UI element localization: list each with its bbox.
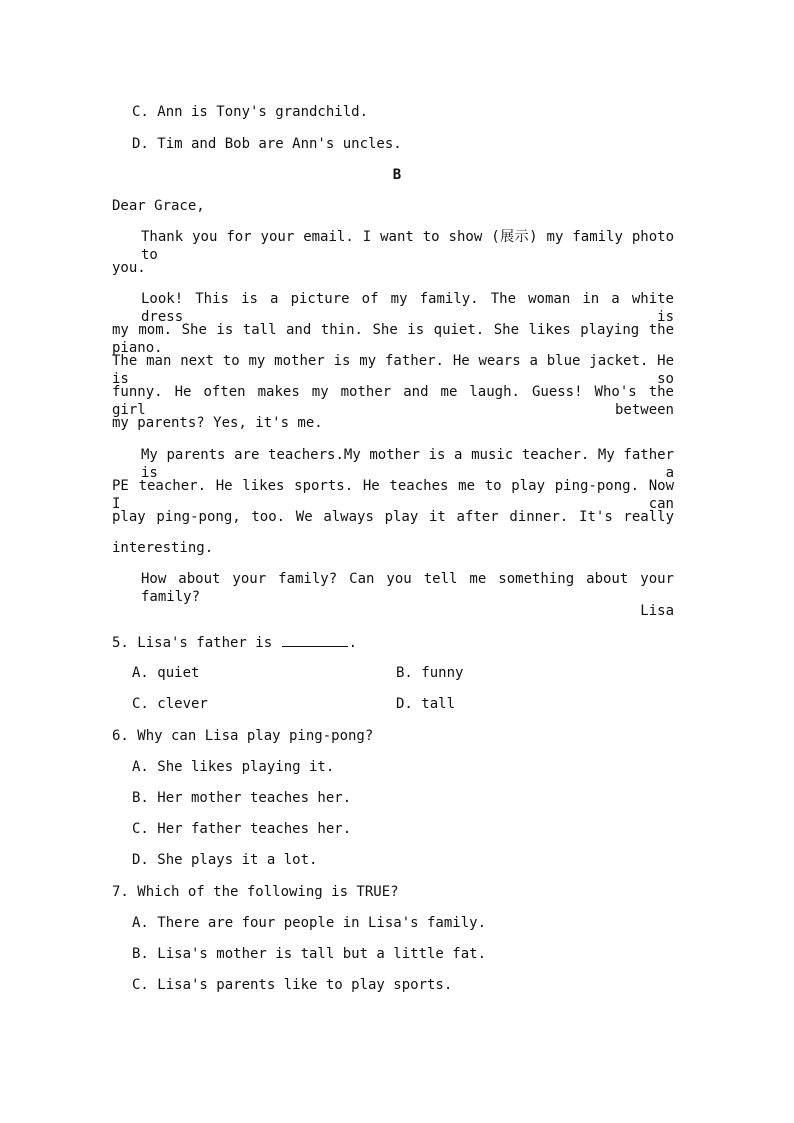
question-6-option-a: A. She likes playing it. bbox=[132, 759, 335, 775]
question-6-option-c: C. Her father teaches her. bbox=[132, 821, 352, 837]
question-7-stem: 7. Which of the following is TRUE? bbox=[112, 884, 399, 900]
letter-p2-line3: The man next to my mother is my father. He wears a blue jacket. He is so bbox=[112, 353, 674, 387]
answer-blank bbox=[282, 633, 348, 647]
question-5-option-b: B. funny bbox=[396, 665, 464, 681]
letter-p2-line1: Look! This is a picture of my family. The woman in a white dress is bbox=[141, 291, 674, 325]
question-6-stem: 6. Why can Lisa play ping-pong? bbox=[112, 728, 374, 744]
letter-signature: Lisa bbox=[640, 603, 674, 619]
question-5-stem bbox=[112, 633, 357, 652]
question-7-option-c: C. Lisa's parents like to play sports. bbox=[132, 977, 453, 993]
letter-p3-line2: PE teacher. He likes sports. He teaches me to play ping-pong. Now I can bbox=[112, 478, 674, 512]
question-7-option-b: B. Lisa's mother is tall but a little fat. bbox=[132, 946, 487, 962]
letter-p2-line2: my mom. She is tall and thin. She is quiet. She likes playing the piano. bbox=[112, 322, 674, 356]
prev-option-d: D. Tim and Bob are Ann's uncles. bbox=[132, 136, 402, 152]
question-7-option-a: A. There are four people in Lisa's family. bbox=[132, 915, 487, 931]
question-5-option-a: A. quiet bbox=[132, 665, 200, 681]
question-5-option-d: D. tall bbox=[396, 696, 456, 712]
letter-greeting: Dear Grace, bbox=[112, 198, 205, 214]
question-6-option-b: B. Her mother teaches her. bbox=[132, 790, 352, 806]
section-title: B bbox=[392, 167, 402, 183]
letter-p1-line2: you. bbox=[112, 260, 146, 276]
letter-p3-line4: interesting. bbox=[112, 540, 214, 556]
prev-option-c: C. Ann is Tony's grandchild. bbox=[132, 104, 369, 120]
letter-p4-line1: How about your family? Can you tell me something about your family? bbox=[141, 571, 674, 605]
question-6-option-d: D. She plays it a lot. bbox=[132, 852, 318, 868]
question-5-stem-end: . bbox=[348, 635, 358, 651]
question-5-option-c: C. clever bbox=[132, 696, 208, 712]
question-5-stem-text: 5. Lisa's father is bbox=[112, 635, 273, 651]
letter-p3-line1: My parents are teachers.My mother is a music teacher. My father is a bbox=[141, 447, 674, 481]
letter-p3-line3: play ping-pong, too. We always play it after dinner. It's really bbox=[112, 509, 674, 525]
letter-p2-line4: funny. He often makes my mother and me laugh. Guess! Who's the girl between bbox=[112, 384, 674, 418]
letter-p1-line1: Thank you for your email. I want to show (展示) my family photo to bbox=[141, 229, 674, 263]
letter-p2-line5: my parents? Yes, it's me. bbox=[112, 415, 323, 431]
